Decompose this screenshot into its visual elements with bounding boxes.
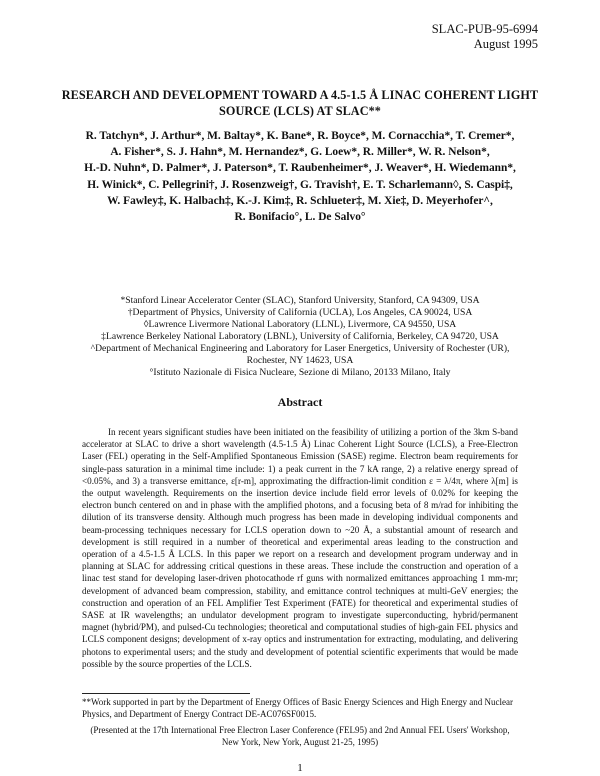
footnote: **Work supported in part by the Department of Energy Offices of Basic Energy Sciences and High Energy and Nuclear Physics, and Department of Energy Contract DE-AC076SF0015. [82,697,513,719]
affiliation: ^Department of Mechanical Engineering and Laboratory for Laser Energetics, University of Rochester (UR), [90,343,510,354]
affiliation: °Istituto Nazionale di Fisica Nucleare, Sezione di Milano, 20133 Milano, Italy [149,367,451,378]
author-line: R. Tatchyn*, J. Arthur*, M. Baltay*, K. Bane*, R. Boyce*, M. Cornacchia*, T. Cremer*, [85,130,515,142]
affiliation-list [40,295,560,379]
author-line: H.-D. Nuhn*, D. Palmer*, J. Paterson*, T. Raubenheimer*, J. Weaver*, H. Wiedemann*, [84,162,516,175]
author-line: R. Bonifacio°, L. De Salvo° [234,211,366,224]
affiliation: ◊Lawrence Livermore National Laboratory (LLNL), Livermore, CA 94550, USA [143,319,457,330]
paper-title: RESEARCH AND DEVELOPMENT TOWARD A 4.5-1.5 Å LINAC COHERENT LIGHT SOURCE (LCLS) AT SLAC** [61,88,539,118]
abstract-heading: Abstract [277,395,323,409]
page-number: 1 [297,762,303,774]
conference-note: (Presented at the 17th International Free Electron Laser Conference (FEL95) and 2nd Annual FEL Users' Workshop, New York, New York, August 21-25, 1995) [90,725,510,747]
author-list [40,128,560,225]
report-number: SLAC-PUB-95-6994 [431,22,538,36]
affiliation: Rochester, NY 14623, USA [246,355,354,366]
report-date: August 1995 [473,37,538,51]
report-header [432,22,538,52]
author-line: W. Fawley‡, K. Halbach‡, K.-J. Kim‡, R. Schlueter‡, M. Xie‡, D. Meyerhofer^, [107,194,493,207]
affiliation: *Stanford Linear Accelerator Center (SLAC), Stanford University, Stanford, CA 94309, USA [120,295,480,306]
abstract-body: In recent years significant studies have been initiated on the feasibility of utilizing a portion of the 3km S-band accelerator at SLAC to drive a short wavelength (4.5-1.5 Å) Linac Coherent Light Source (LCLS), a Free-Electron Laser (FEL) operating in the Self-Amplified Spontaneous Emission (SASE) regime. Electron beam requirements for single-pass saturation in a minimal time include: 1) a peak current in the 7 kA range, 2) a relative energy spread of <0.05%, and 3) a transverse emittance, ε[r-m], approximating the diffraction-limit condition ε = λ/4π, where λ[m] is the output wavelength. Requirements on the insertion device include field error levels of 0.02% for keeping the electron bunch centered on and in phase with the amplified photons, and a focusing beta of 8 m/rad for inhibiting the dilution of its transverse density. Although much progress has been made in developing individual components and beam-processing techniques necessary for LCLS operation down to ~20 Å, a substantial amount of research and development is still required in a number of theoretical and experimental areas leading to the construction and operation of a 4.5-1.5 Å LCLS. In this paper we report on a research and development program underway and in planning at SLAC for addressing critical questions in these areas. These include the construction and operation of a linac test stand for developing laser-driven photocathode rf guns with normalized emittances approaching 1 mm-mr; development of advanced beam compression, stability, and emittance control techniques at multi-GeV energies; the construction and operation of an FEL Amplifier Test Experiment (FATE) for theoretical and experimental studies of SASE at IR wavelengths; an undulator development program to investigate superconducting, hybrid/permanent magnet (hybrid/PM), and pulsed-Cu technologies; theoretical and computational studies of high-gain FEL physics and LCLS component designs; development of x-ray optics and instrumentation for extracting, modulating, and delivering photons to experimental users; and the study and development of potential scientific experiments that would be made possible by the source properties of the LCLS. [82,427,518,669]
author-line: H. Winick*, C. Pellegrini†, J. Rosenzweig†, G. Travish†, E. T. Scharlemann◊, S. Caspi‡, [87,178,513,191]
author-line: A. Fisher*, S. J. Hahn*, M. Hernandez*, G. Loew*, R. Miller*, W. R. Nelson*, [110,146,490,159]
affiliation: †Department of Physics, University of California (UCLA), Los Angeles, CA 90024, USA [127,307,473,318]
affiliation: ‡Lawrence Berkeley National Laboratory (LBNL), University of California, Berkeley, CA 94720, USA [101,331,499,342]
footnote-divider [82,693,250,694]
